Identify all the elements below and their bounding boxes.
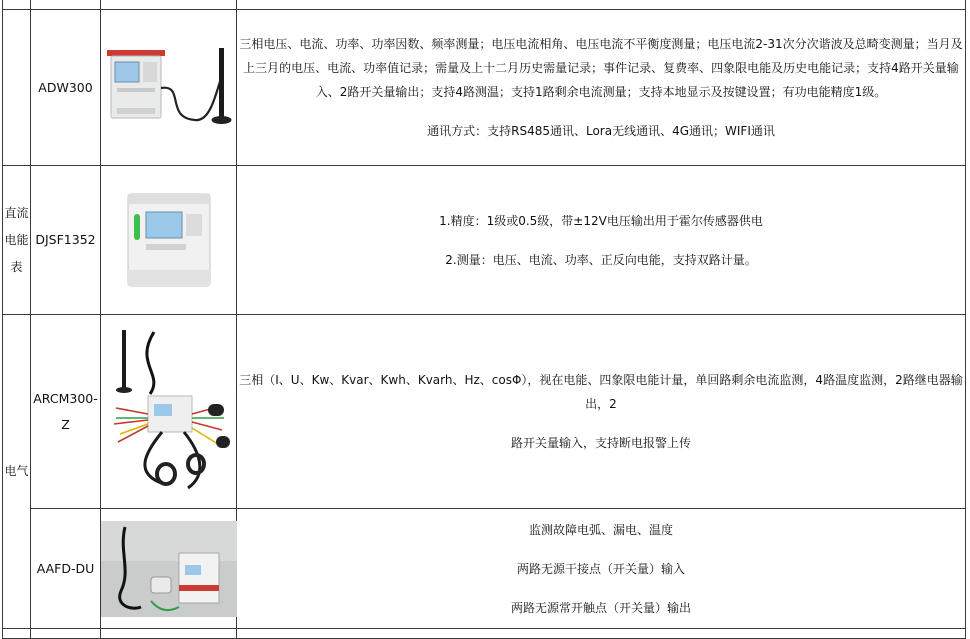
category-label: 直流电能表: [4, 205, 29, 274]
product-image: [101, 521, 237, 617]
model-name: ADW300: [38, 79, 93, 95]
desc-cell: [237, 509, 966, 629]
table-row: [3, 10, 966, 166]
image-cell: [101, 0, 237, 10]
desc-cell: [237, 166, 966, 315]
aafd-du-image: [101, 521, 237, 617]
model-name: ARCM300-Z: [33, 390, 98, 432]
adw300-meter-image: [105, 38, 233, 138]
image-cell: [101, 166, 237, 315]
product-image: [126, 192, 212, 288]
product-image: [104, 324, 234, 500]
table-row: [3, 166, 966, 315]
desc-cell: [237, 10, 966, 166]
desc-cell: [237, 315, 966, 509]
model-cell: [31, 0, 101, 10]
description-paragraph: 两路无源干接点（开关量）输入: [516, 561, 685, 576]
description-paragraph: 通讯方式：支持RS485通讯、Lora无线通讯、4G通讯；WIFI通讯: [427, 124, 775, 138]
table-row: [3, 315, 966, 509]
category-cell: [3, 315, 31, 629]
model-cell: [31, 315, 101, 509]
image-cell: [101, 10, 237, 166]
model-cell: [31, 509, 101, 629]
description-paragraph: 两路无源常开触点（开关量）输出: [510, 600, 691, 615]
model-name: DJSF1352: [35, 232, 96, 247]
category-cell: [3, 0, 31, 10]
description-paragraph: 1.精度：1级或0.5级，带±12V电压输出用于霍尔传感器供电: [439, 213, 763, 228]
image-cell: [101, 315, 237, 509]
model-cell: [31, 166, 101, 315]
category-cell: [3, 166, 31, 315]
model-name: AAFD-DU: [36, 560, 95, 576]
description-paragraph: 路开关量输入，支持断电报警上传: [510, 436, 691, 450]
product-image: [105, 38, 233, 138]
djsf1352-meter-image: [126, 192, 212, 288]
category-label: 电气: [4, 464, 29, 478]
image-cell: [101, 509, 237, 629]
desc-cell: [237, 0, 966, 10]
arcm300-z-image: [104, 324, 234, 500]
description-paragraph: 监测故障电弧、漏电、温度: [528, 522, 673, 537]
description-paragraph: 2.测量：电压、电流、功率、正反向电能，支持双路计量。: [445, 252, 757, 267]
model-cell: [31, 10, 101, 166]
table-row-stub: [3, 0, 966, 10]
product-spec-table: [2, 0, 966, 639]
description-paragraph: 三相电压、电流、功率、功率因数、频率测量；电压电流相角、电压电流不平衡度测量；电压电流2-31次分次谐波及总畸变测量；当月及上三月的电压、电流、功率值记录；需量及上十二月历史需量记录；事件记录、复费率、四象限电能及历史电能记录；支持4路开关量输入、2路开关量输出；支持4路测温；支持1路剩余电流测量；支持本地显示及按键设置；有功电能精度1级。: [239, 37, 963, 99]
table-row: [3, 509, 966, 629]
description-paragraph: 三相（I、U、Kw、Kvar、Kwh、Kvarh、Hz、cosΦ），视在电能、四象限电能计量，单回路剩余电流监测，4路温度监测，2路继电器输出，2: [239, 373, 963, 411]
category-cell: [3, 10, 31, 166]
